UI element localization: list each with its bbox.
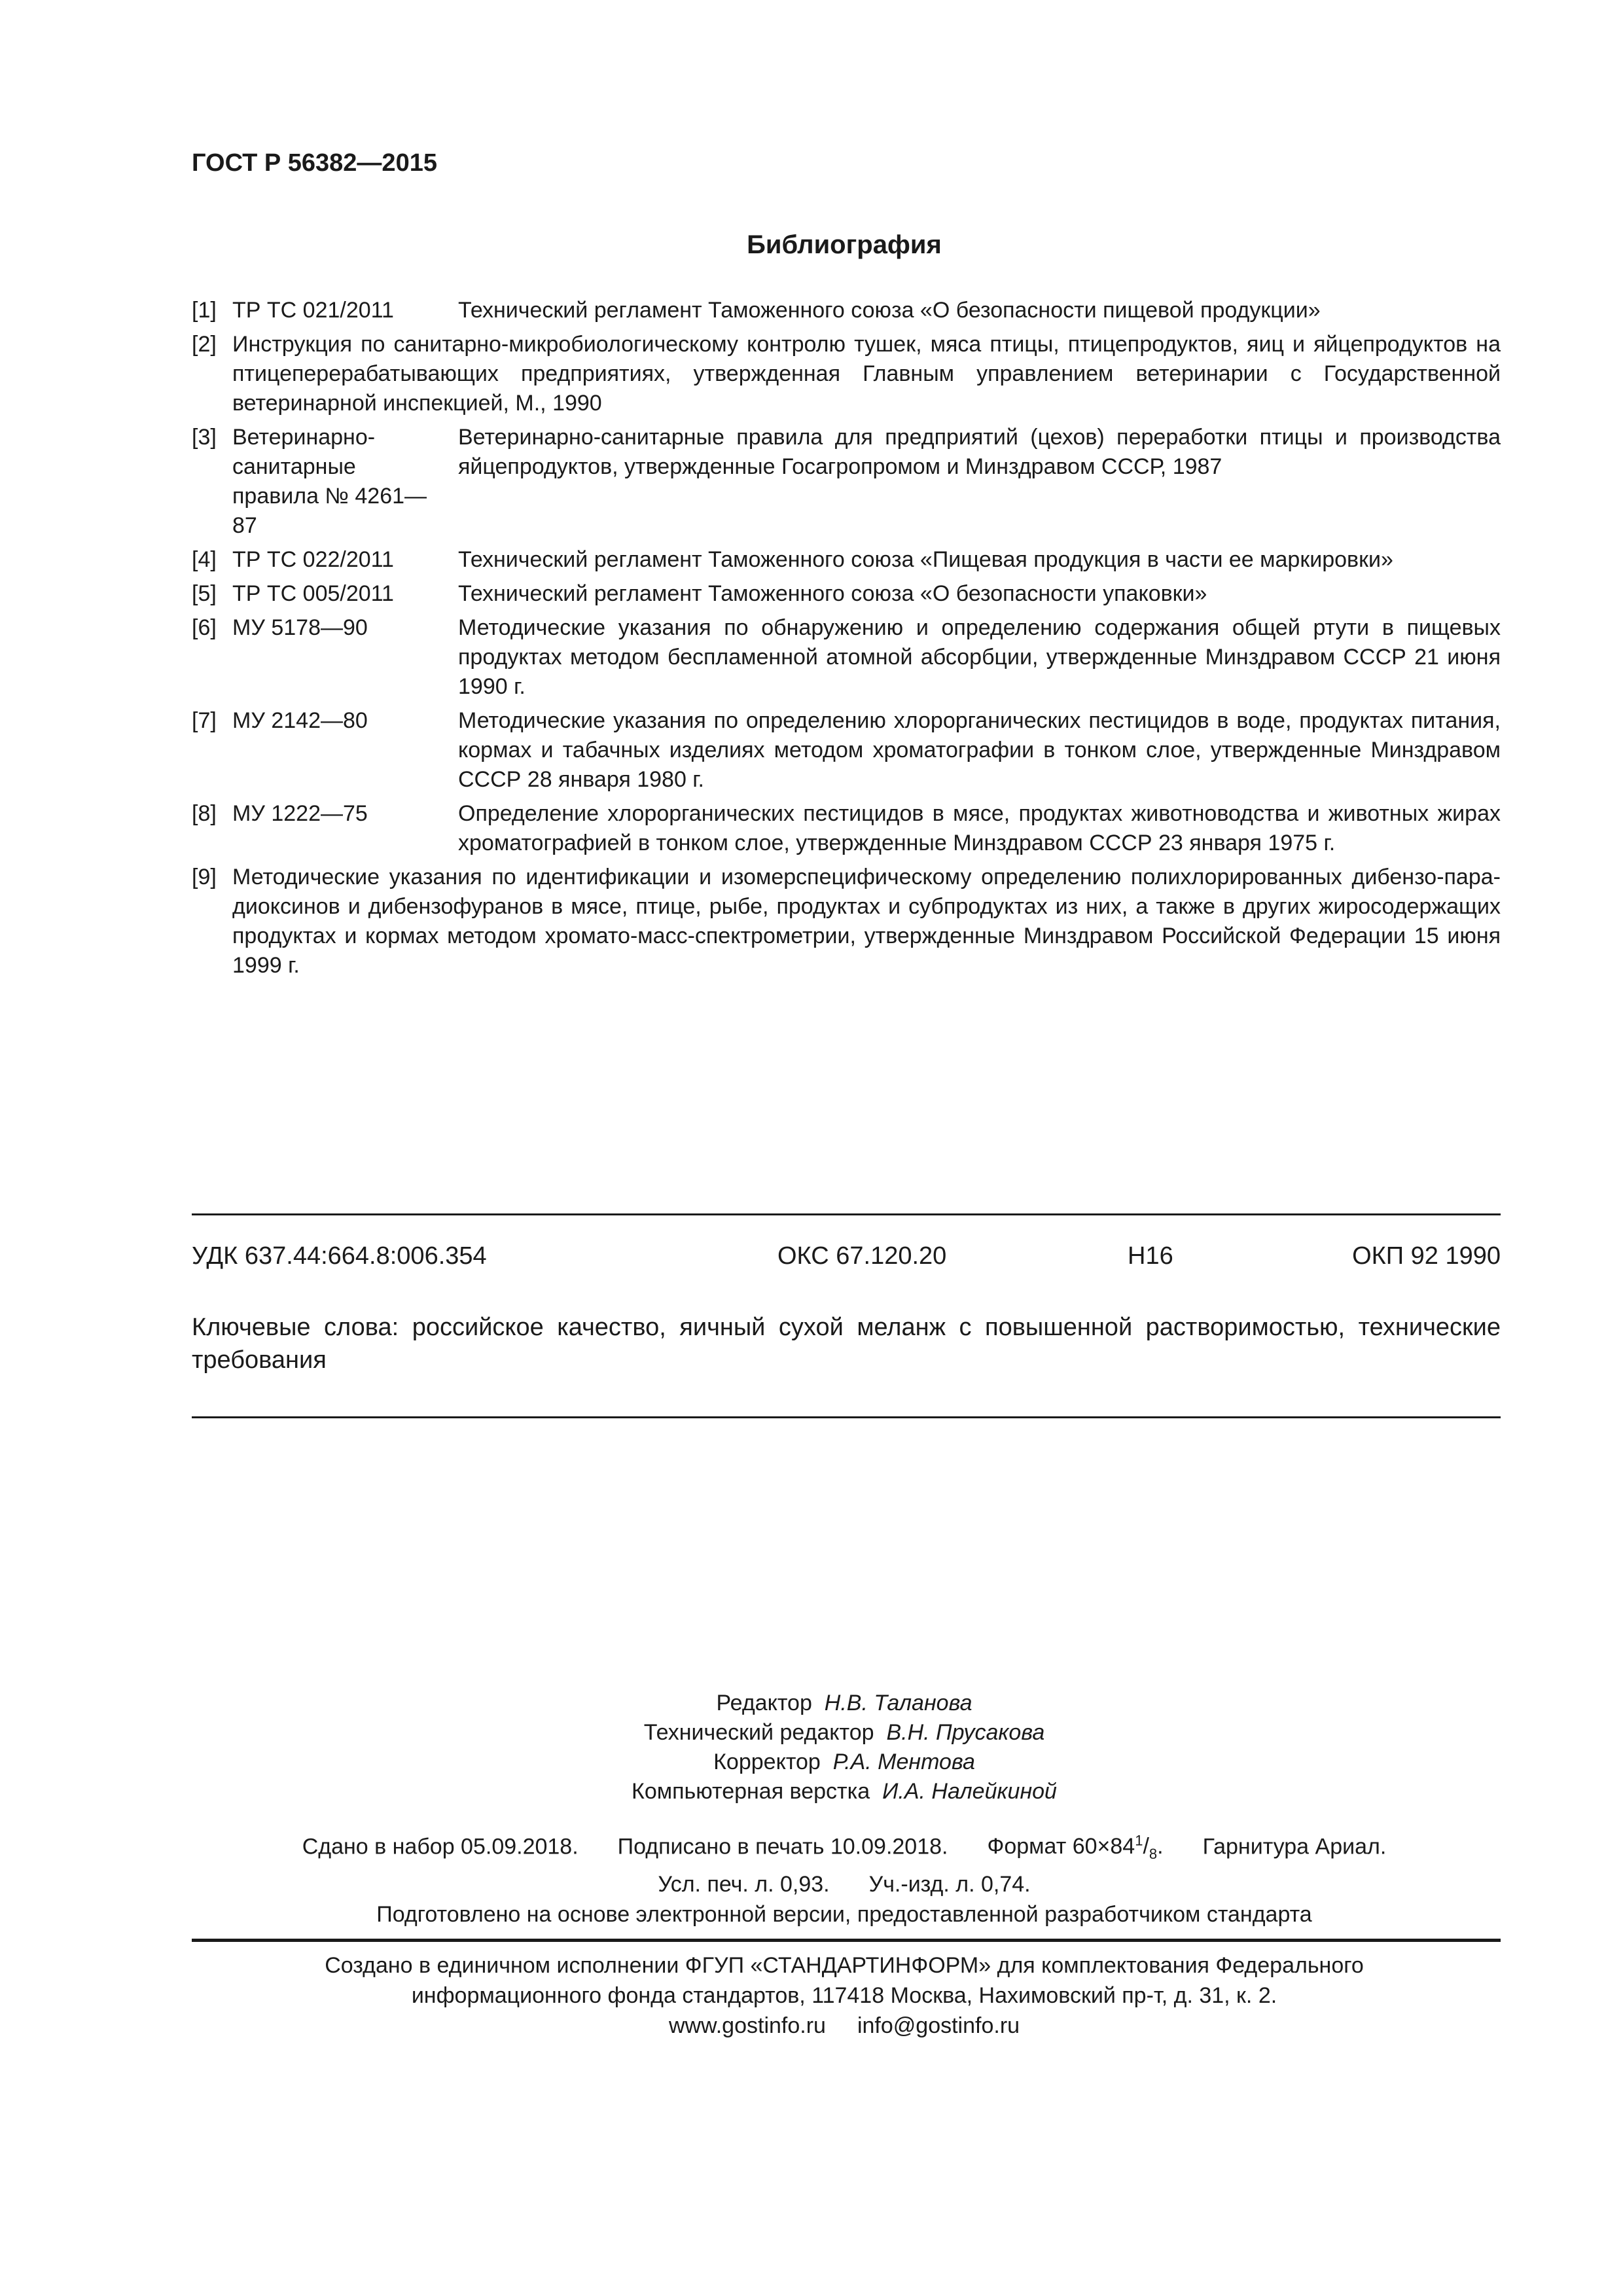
staff-role: Компьютерная верстка [632,1779,870,1804]
entry-text: Инструкция по санитарно-микробиологическому контролю тушек, мяса птицы, птицепродуктов, яиц и яйцепродуктов на птицеперерабатывающих предприятиях, утвержденная Главным управлением ветеринарии с Государственной ветеринарной инспекцией, М., 1990 [232,332,1501,416]
divider-bottom [192,1416,1501,1418]
publisher-footer [0,1950,1623,2041]
bibliography-entry [192,613,1501,702]
divider-top [192,1213,1501,1215]
print-line [0,1826,1623,1869]
paper-format: Формат $60\times 84^1/_8$. [987,1833,1164,1863]
staff-name: В.Н. Прусакова [886,1720,1045,1745]
entry-number: [4] [192,547,217,572]
bibliography-entry [192,296,1501,325]
document-code: ГОСТ Р 56382—2015 [192,149,437,177]
entry-number: [9] [192,865,217,889]
footer-line: Создано в единичном исполнении ФГУП «СТАНДАРТИНФОРМ» для комплектования Федерального [325,1953,1364,1978]
submitted-date: Сдано в набор 05.09.2018. [302,1834,579,1859]
footer-line: информационного фонда стандартов, 117418 Москва, Нахимовский пр-т, д. 31, к. 2. [411,1983,1277,2008]
print-line [0,1869,1623,1899]
entry-code: ТР ТС 022/2011 [232,547,394,572]
staff-line [0,1748,1623,1777]
bibliography-title: Библиография [747,230,942,259]
email-link[interactable]: info@gostinfo.ru [857,2013,1020,2038]
staff-role: Редактор [716,1691,812,1715]
entry-text: Ветеринарно-санитарные правила для предприятий (цехов) переработки птицы и производства яйцепродуктов, утвержденные Госагропромом и Минздравом СССР, 1987 [458,425,1501,479]
group-code: Н16 [1128,1242,1173,1270]
bibliography-list [192,296,1501,985]
entry-code: МУ 1222—75 [232,801,368,826]
entry-number: [1] [192,298,217,323]
udk-code: УДК 637.44:664.8:006.354 [192,1242,487,1270]
staff-name: Р.А. Ментова [832,1749,975,1774]
signed-date: Подписано в печать 10.09.2018. [617,1834,948,1859]
bibliography-entry [192,863,1501,980]
entry-text: Технический регламент Таможенного союза «Пищевая продукция в части ее маркировки» [458,547,1393,572]
printed-sheets: Усл. печ. л. 0,93. [658,1872,830,1897]
bibliography-entry [192,706,1501,795]
entry-code: Ветеринарно-санитарные правила № 4261—87 [232,425,427,538]
entry-number: [3] [192,425,217,450]
entry-number: [8] [192,801,217,826]
entry-number: [2] [192,332,217,357]
entry-text: Технический регламент Таможенного союза «О безопасности пищевой продукции» [458,298,1321,323]
divider-thick [192,1939,1501,1942]
staff-line [0,1718,1623,1748]
bibliography-entry [192,799,1501,858]
footer-contacts [0,2011,1623,2041]
bibliography-entry [192,579,1501,609]
bibliography-entry [192,330,1501,418]
staff-line [0,1777,1623,1806]
entry-text: Технический регламент Таможенного союза «О безопасности упаковки» [458,581,1207,606]
okp-code: ОКП 92 1990 [1352,1242,1501,1270]
entry-text: Методические указания по идентификации и изомерспецифическому определению полихлорированных дибензо-пара-диоксинов и дибензофуранов в мясе, птице, рыбе, продуктах и субпродуктах из них, а также в других жиросодержащих продуктах и кормах методом хромато-масс-спектрометрии, утвержденные Минздравом Российской Федерации 15 июня 1999 г. [232,865,1501,978]
oks-code: ОКС 67.120.20 [777,1242,947,1270]
entry-text: Методические указания по определению хлорорганических пестицидов в воде, продуктах питания, кормах и табачных изделиях методом хроматографии в тонком слое, утвержденные Минздравом СССР 28 января 1980 г. [458,708,1501,792]
entry-text: Определение хлорорганических пестицидов в мясе, продуктах животноводства и животных жирах хроматографией в тонком слое, утвержденные Минздравом СССР 23 января 1975 г. [458,801,1501,855]
staff-name: И.А. Налейкиной [882,1779,1057,1804]
typeface: Гарнитура Ариал. [1202,1834,1387,1859]
entry-code: МУ 5178—90 [232,615,368,640]
print-details [0,1826,1623,1929]
entry-number: [7] [192,708,217,733]
entry-code: ТР ТС 005/2011 [232,581,394,606]
prepared-note: Подготовлено на основе электронной версии, предоставленной разработчиком стандарта [376,1902,1312,1928]
entry-text: Методические указания по обнаружению и определению содержания общей ртути в пищевых продуктах методом беспламенной атомной абсорбции, утвержденные Минздравом СССР 21 июня 1990 г. [458,615,1501,699]
entry-code: МУ 2142—80 [232,708,368,733]
entry-code: ТР ТС 021/2011 [232,298,394,323]
entry-number: [5] [192,581,217,606]
keywords: Ключевые слова: российское качество, яичный сухой меланж с повышенной растворимостью, технические требования [192,1314,1501,1374]
staff-line [0,1689,1623,1718]
staff-name: Н.В. Таланова [824,1691,972,1715]
staff-role: Корректор [713,1749,821,1774]
publisher-sheets: Уч.-изд. л. 0,74. [868,1872,1031,1897]
entry-number: [6] [192,615,217,640]
website-link[interactable]: www.gostinfo.ru [668,2013,826,2038]
staff-credits [0,1689,1623,1806]
bibliography-entry [192,545,1501,575]
staff-role: Технический редактор [643,1720,874,1745]
bibliography-entry [192,423,1501,541]
